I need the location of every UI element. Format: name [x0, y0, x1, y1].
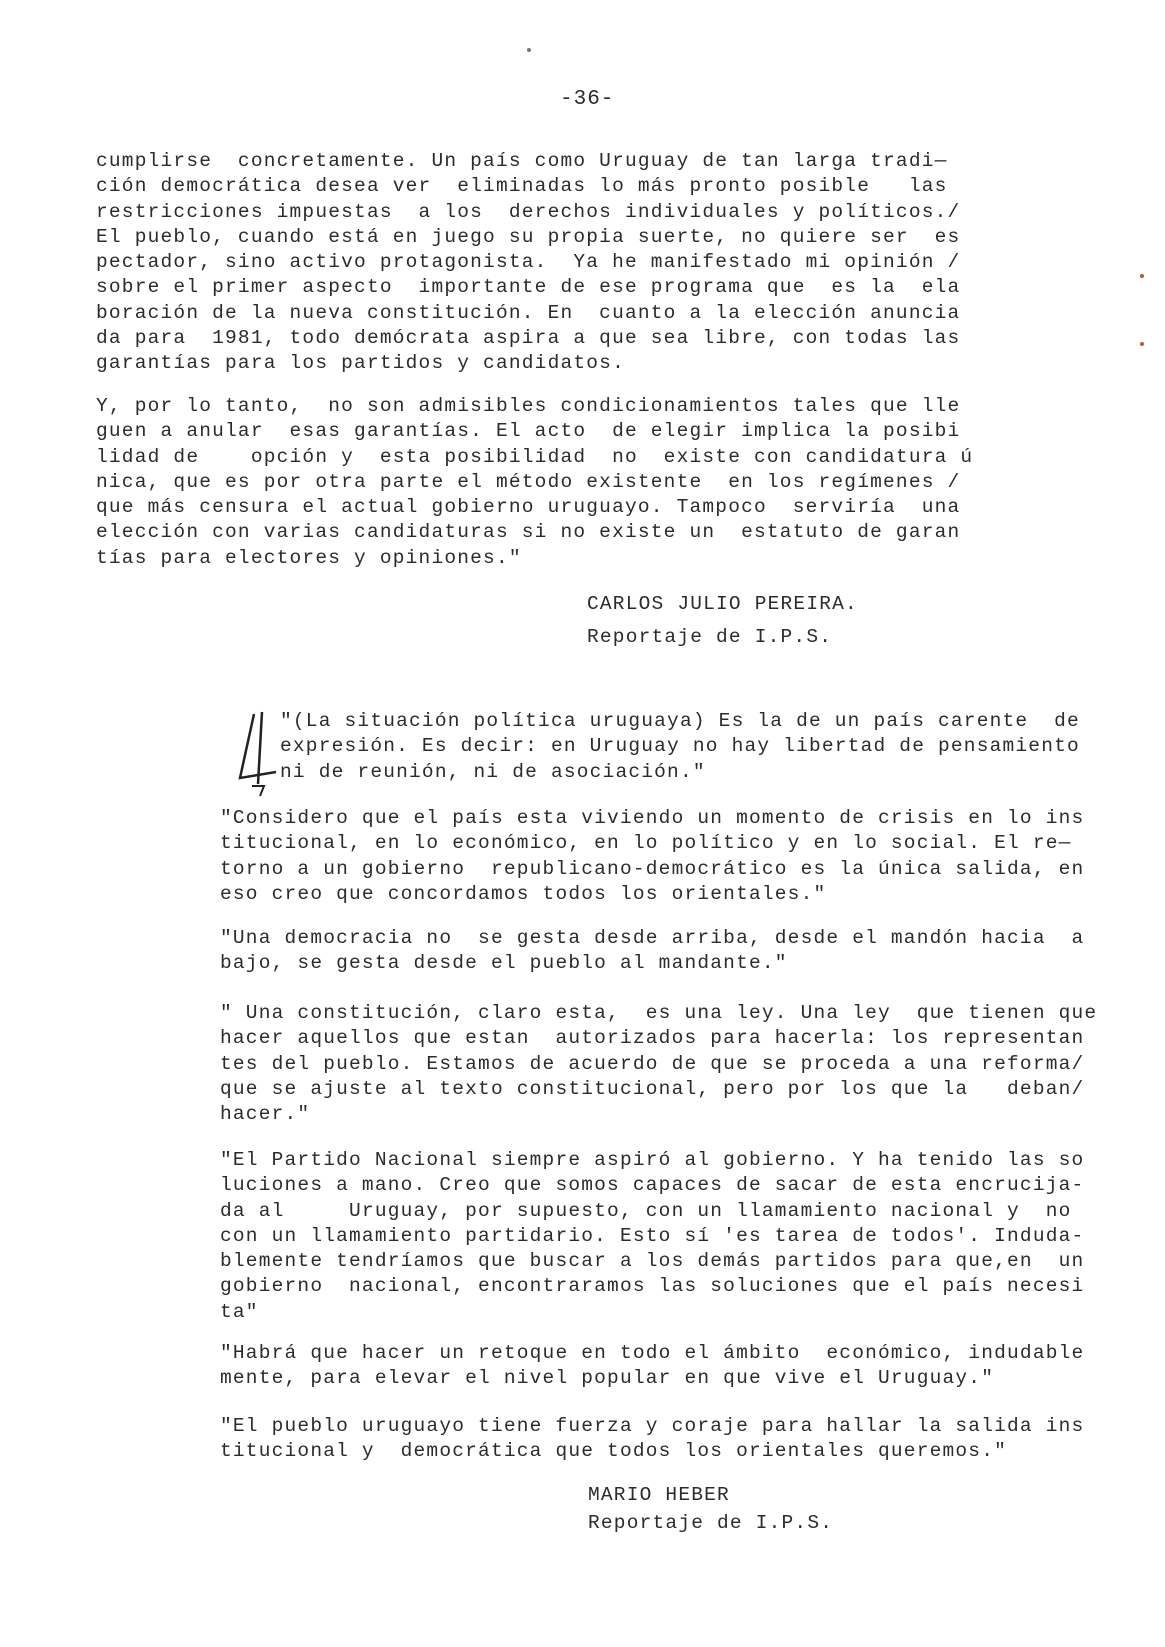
text-line: pectador, sino activo protagonista. Ya he manifestado mi opinión / [96, 251, 961, 274]
paper-speck [527, 48, 531, 52]
quote-3 [220, 926, 1084, 977]
text-line: boración de la nueva constitución. En cuanto a la elección anuncia [96, 301, 961, 324]
text-line: gobierno nacional, encontraramos las soluciones que el país necesi [220, 1275, 1085, 1298]
text-line: titucional y democrática que todos los orientales queremos." [220, 1440, 1008, 1463]
text-line: guen a anular esas garantías. El acto de elegir implica la posibi [96, 420, 961, 443]
text-line: eso creo que concordamos todos los orientales." [220, 882, 827, 905]
text-line: nica, que es por otra parte el método existente en los regímenes / [96, 470, 961, 493]
signature-source: Reportaje de I.P.S. [588, 1512, 834, 1534]
text-line: "El Partido Nacional siempre aspiró al gobierno. Y ha tenido las so [220, 1149, 1085, 1171]
text-line: mente, para elevar el nivel popular en que vive el Uruguay." [220, 1367, 995, 1390]
text-line: tes del pueblo. Estamos de acuerdo de que se proceda a una reforma/ [220, 1052, 1085, 1075]
text-line: blemente tendríamos que buscar a los demás partidos para que,en un [220, 1250, 1085, 1273]
text-line: da al Uruguay, por supuesto, con un llamamiento nacional y no [220, 1199, 1072, 1222]
text-line: da para 1981, todo demócrata aspira a que sea libre, con todas las [96, 327, 961, 350]
signature-name: CARLOS JULIO PEREIRA. [587, 593, 858, 615]
quote-4 [220, 1001, 1097, 1127]
text-line: torno a un gobierno republicano-democrático es la única salida, en [220, 857, 1085, 880]
quote-7 [220, 1414, 1084, 1465]
quote-2 [220, 806, 1084, 907]
handwritten-margin-mark [236, 708, 280, 798]
quote-5 [220, 1148, 1084, 1325]
text-line: bajo, se gesta desde el pueblo al mandante." [220, 952, 788, 975]
text-line: "Una democracia no se gesta desde arriba, desde el mandón hacia a [220, 927, 1085, 949]
text-line: " Una constitución, claro esta, es una ley. Una ley que tienen que [220, 1002, 1098, 1024]
text-line: tías para electores y opiniones." [96, 546, 522, 569]
text-line: expresión. Es decir: en Uruguay no hay libertad de pensamiento [280, 735, 1080, 758]
text-line: sobre el primer aspecto importante de ese programa que es la ela [96, 276, 961, 299]
text-line: luciones a mano. Creo que somos capaces de sacar de esta encrucija- [220, 1174, 1085, 1197]
text-line: ni de reunión, ni de asociación." [280, 760, 706, 783]
text-line: Y, por lo tanto, no son admisibles condicionamientos tales que lle [96, 395, 961, 417]
text-line: "Habrá que hacer un retoque en todo el ámbito económico, indudable [220, 1342, 1085, 1364]
paper-speck [1140, 274, 1144, 278]
text-line: lidad de opción y esta posibilidad no existe con candidatura ú [96, 445, 974, 468]
quote-6 [220, 1341, 1084, 1392]
text-line: hacer." [220, 1103, 311, 1126]
text-line: que se ajuste al texto constitucional, pero por los que la deban/ [220, 1077, 1085, 1100]
paragraph-2 [96, 394, 973, 571]
text-line: garantías para los partidos y candidatos. [96, 352, 625, 375]
text-line: "Considero que el país esta viviendo un momento de crisis en lo ins [220, 807, 1085, 829]
text-line: cumplirse concretamente. Un país como Uruguay de tan larga tradi— [96, 150, 948, 172]
signature-1 [587, 588, 858, 654]
text-line: ta" [220, 1300, 259, 1323]
text-line: El pueblo, cuando está en juego su propia suerte, no quiere ser es [96, 225, 961, 248]
signature-name: MARIO HEBER [588, 1484, 730, 1506]
text-line: hacer aquellos que estan autorizados para hacerla: los representan [220, 1027, 1085, 1050]
text-line: restricciones impuestas a los derechos individuales y políticos./ [96, 200, 961, 223]
paragraph-1 [96, 149, 960, 377]
page-number: -36- [560, 88, 615, 111]
text-line: ción democrática desea ver eliminadas lo más pronto posible las [96, 175, 948, 198]
paper-speck [1140, 342, 1144, 346]
text-line: "(La situación política uruguaya) Es la de un país carente de [280, 710, 1080, 732]
text-line: con un llamamiento partidario. Esto sí 'es tarea de todos'. Induda- [220, 1224, 1085, 1247]
signature-2 [588, 1481, 833, 1537]
text-line: titucional, en lo económico, en lo político y en lo social. El re— [220, 832, 1072, 855]
text-line: que más censura el actual gobierno uruguayo. Tampoco serviría una [96, 496, 961, 519]
quote-1 [280, 709, 1080, 785]
text-line: "El pueblo uruguayo tiene fuerza y coraje para hallar la salida ins [220, 1415, 1085, 1437]
text-line: elección con varias candidaturas si no existe un estatuto de garan [96, 521, 961, 544]
signature-source: Reportaje de I.P.S. [587, 626, 833, 648]
